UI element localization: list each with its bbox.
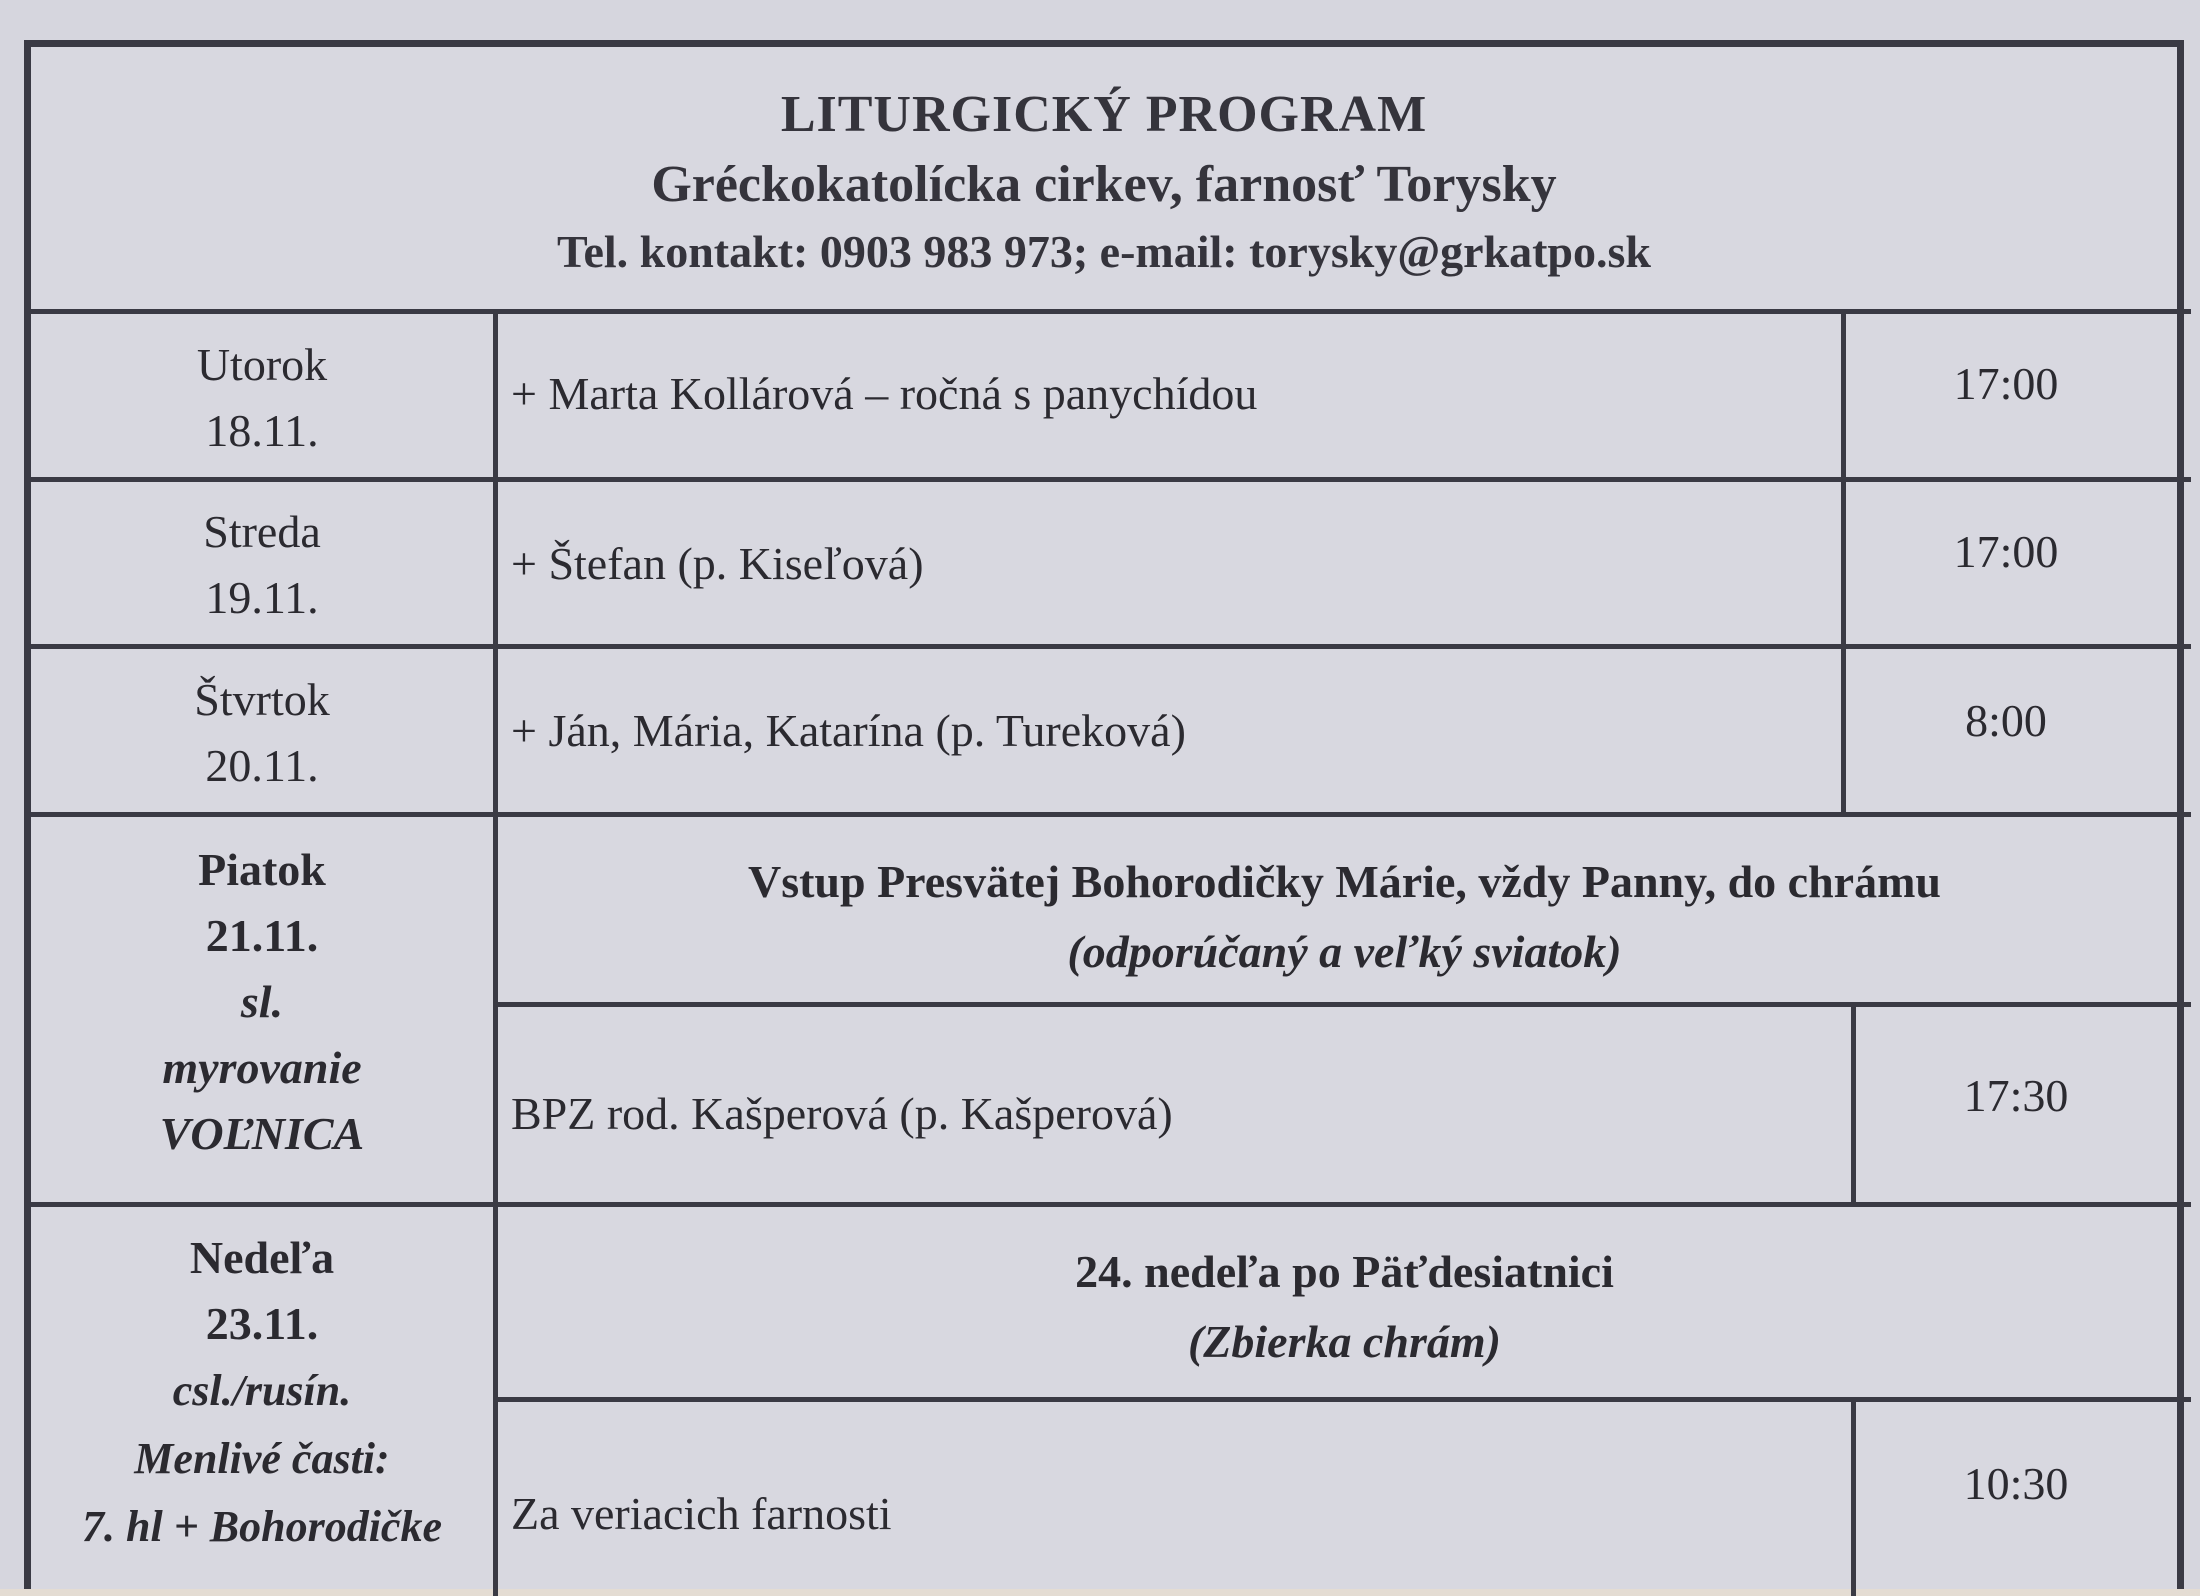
mass-intention: + Marta Kollárová – ročná s panychídou: [511, 368, 1258, 419]
mass-time: 17:30: [1963, 1070, 2069, 1121]
mass-intention: + Štefan (p. Kiseľová): [511, 538, 924, 589]
day-cell-sunday: [31, 1225, 493, 1561]
mass-time: 10:30: [1963, 1458, 2069, 1509]
day-date: 21.11.: [205, 910, 319, 961]
divider: [31, 1202, 2191, 1207]
mass-time: 17:00: [1953, 358, 2059, 409]
day-note: myrovanie: [162, 1042, 362, 1093]
divider: [31, 812, 2191, 817]
mass-time: 17:00: [1953, 526, 2059, 577]
divider: [31, 644, 2191, 649]
parish-name: Gréckokatolícka cirkev, farnosť Torysky: [651, 156, 1557, 213]
divider: [31, 309, 2191, 314]
day-cell-thursday: [31, 667, 493, 799]
mass-time: 8:00: [1965, 695, 2047, 746]
day-cell-wednesday: [31, 499, 493, 631]
day-cell-friday: [31, 837, 493, 1167]
feast-note: (Zbierka chrám): [1187, 1316, 1501, 1367]
feast-cell: [498, 847, 2191, 987]
contact-line: Tel. kontakt: 0903 983 973; e-mail: torysky@grkatpo.sk: [556, 226, 1651, 277]
day-date: 20.11.: [205, 740, 319, 791]
day-name: Utorok: [196, 339, 328, 390]
day-note: csl./rusín.: [172, 1366, 352, 1415]
header: [31, 47, 2177, 309]
mass-intention: + Ján, Mária, Katarína (p. Tureková): [511, 705, 1186, 756]
mass-intention: BPZ rod. Kašperová (p. Kašperová): [511, 1088, 1173, 1139]
day-date: 19.11.: [205, 572, 319, 623]
day-note: Menlivé časti:: [134, 1434, 390, 1483]
day-date: 18.11.: [205, 405, 319, 456]
day-note: 7. hl + Bohorodičke: [82, 1502, 442, 1551]
day-note: sl.: [240, 976, 284, 1027]
feast-cell: [498, 1237, 2191, 1377]
program-title: LITURGICKÝ PROGRAM: [780, 86, 1428, 143]
feast-note: (odporúčaný a veľký sviatok): [1067, 926, 1622, 977]
feast-title: Vstup Presvätej Bohorodičky Márie, vždy Panny, do chrámu: [747, 856, 1942, 907]
day-cell-tuesday: [31, 332, 493, 464]
day-name: Štvrtok: [194, 674, 330, 725]
divider: [31, 477, 2191, 482]
divider: [493, 1002, 2191, 1007]
mass-intention: Za veriacich farnosti: [511, 1488, 892, 1539]
day-name: Nedeľa: [189, 1232, 335, 1283]
day-name: Piatok: [198, 844, 326, 895]
program-table: [24, 40, 2184, 1589]
day-date: 23.11.: [205, 1298, 319, 1349]
day-note: VOĽNICA: [159, 1108, 365, 1159]
divider: [493, 1397, 2191, 1402]
feast-title: 24. nedeľa po Päťdesiatnici: [1075, 1246, 1614, 1297]
day-name: Streda: [203, 506, 321, 557]
